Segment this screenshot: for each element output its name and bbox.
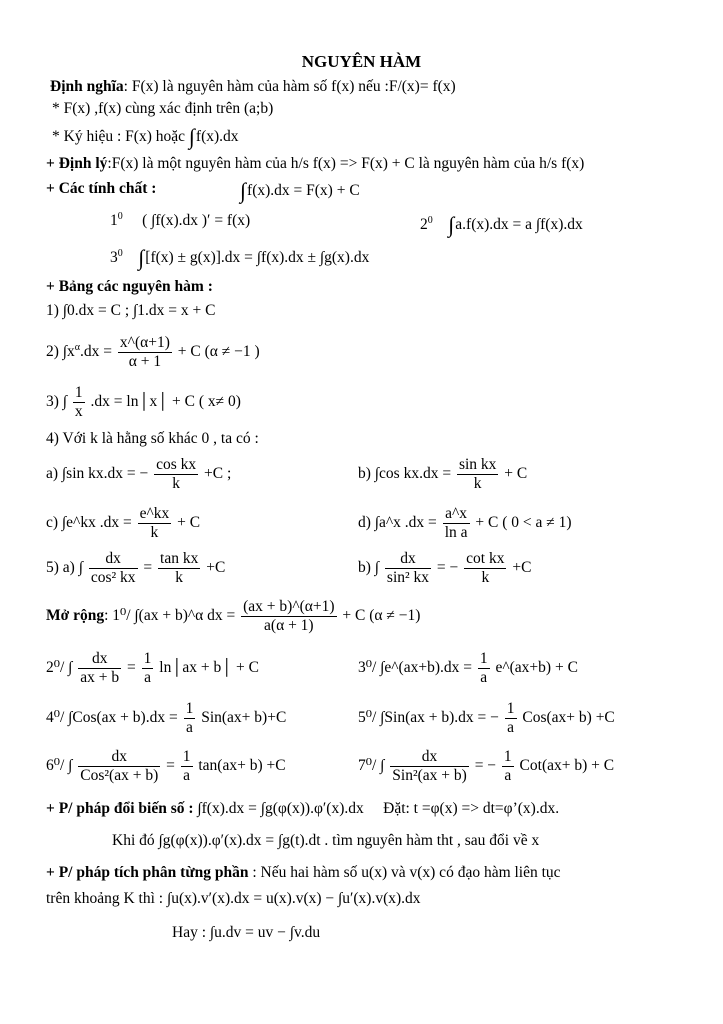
denominator: α + 1 xyxy=(128,353,162,370)
numerator: tan kx xyxy=(160,550,199,567)
formula-2-pre: 2) ∫x xyxy=(46,343,75,361)
formula-5a-fraction-1 xyxy=(89,550,138,587)
extension-7 xyxy=(358,748,614,785)
substitution-formula: ∫f(x).dx = ∫g(φ(x)).φ′(x).dx xyxy=(197,800,364,817)
table-label xyxy=(46,278,213,296)
formula-4a-post: +C ; xyxy=(204,465,232,483)
extension-1-post: + C (α ≠ −1) xyxy=(342,607,421,625)
extension-1-fraction xyxy=(241,598,336,635)
extension-5-fraction xyxy=(505,700,517,737)
extension-2-equals: = xyxy=(127,659,136,677)
property-3: $3^0$ ∫[f(x) ± g(x)].dx = ∫f(x).dx ± ∫g(x).dx xyxy=(110,245,370,270)
extension-3 xyxy=(358,650,578,687)
extension-2-pre: 2⁰/ ∫ xyxy=(46,659,73,677)
numerator: 1 xyxy=(479,650,488,667)
extension-label: Mở rộng xyxy=(46,607,105,625)
formula-5a-post: +C xyxy=(206,559,226,577)
formula-2 xyxy=(46,334,260,371)
property-2: $2^0$ ∫a.f(x).dx = a ∫f(x).dx xyxy=(420,212,583,237)
denominator: Sin²(ax + b) xyxy=(392,767,467,784)
extension-2-fraction-2 xyxy=(142,650,154,687)
extension-7-pre: 7⁰/ ∫ xyxy=(358,757,385,775)
extension-4-fraction xyxy=(184,700,196,737)
definition-line xyxy=(50,78,456,96)
extension-6-fraction-2 xyxy=(181,748,193,785)
integral-symbol: ∫ xyxy=(448,212,455,237)
properties-label-text: + Các tính chất : xyxy=(46,180,157,197)
parts-label: + P/ pháp tích phân từng phần xyxy=(46,864,249,881)
parts-line-2: trên khoảng K thì : ∫u(x).v′(x).dx = u(x).v(x) − ∫u′(x).v(x).dx xyxy=(46,890,421,907)
formula-3-post: .dx = ln│x│ + C ( x≠ 0) xyxy=(90,393,241,411)
extension-4-pre: 4⁰/ ∫Cos(ax + b).dx = xyxy=(46,709,178,727)
notation-formula: f(x).dx xyxy=(195,128,239,145)
definition-label: Định nghĩa xyxy=(50,78,124,95)
numerator: a^x xyxy=(443,505,470,524)
denominator: ln a xyxy=(444,524,468,541)
denominator: a(α + 1) xyxy=(264,617,314,634)
theorem-label: + Định lý xyxy=(46,155,108,172)
formula-5b-fraction-1 xyxy=(385,550,431,587)
extension-7-equals: = − xyxy=(474,757,497,775)
formula-4a xyxy=(46,456,231,493)
formula-5b-fraction-2 xyxy=(464,550,506,587)
formula-1: 1) ∫0.dx = C ; ∫1.dx = x + C xyxy=(46,302,216,319)
extension-2-post: ln│ax + b│ + C xyxy=(159,659,260,677)
extension-6-post: tan(ax+ b) +C xyxy=(198,757,286,775)
property-1-text: ( ∫f(x).dx )′ = f(x) xyxy=(142,212,251,229)
formula-4c-post: + C xyxy=(177,514,201,532)
denominator: a xyxy=(186,719,193,736)
numerator: dx xyxy=(78,748,160,767)
definition-note-1: * F(x) ,f(x) cùng xác định trên (a;b) xyxy=(52,100,274,117)
property-main-text: f(x).dx = F(x) + C xyxy=(247,182,360,199)
formula-4b xyxy=(358,456,527,493)
formula-5a-pre: 5) a) ∫ xyxy=(46,559,83,577)
extension-1-pre: : 1⁰/ ∫(ax + b)^α dx = xyxy=(104,607,236,625)
property-3-text: [f(x) ± g(x)].dx = ∫f(x).dx ± ∫g(x).dx xyxy=(145,249,370,266)
property-1: $1^0$ ( ∫f(x).dx )′ = f(x) xyxy=(110,210,251,229)
property-main xyxy=(240,178,360,204)
theorem-line xyxy=(46,155,584,173)
extension-6-fraction-1 xyxy=(78,748,160,785)
denominator: k xyxy=(172,475,180,492)
formula-5a xyxy=(46,550,225,587)
denominator: a xyxy=(183,767,191,784)
formula-4d-post: + C ( 0 < a ≠ 1) xyxy=(475,514,572,532)
extension-4-post: Sin(ax+ b)+C xyxy=(201,709,287,727)
formula-4a-pre: a) ∫sin kx.dx = − xyxy=(46,465,149,483)
formula-4c-fraction xyxy=(138,505,172,542)
numerator: 1 xyxy=(143,650,152,667)
numerator: cos kx xyxy=(156,456,197,473)
formula-5a-fraction-2 xyxy=(158,550,200,587)
substitution-label: + P/ pháp đổi biến số : xyxy=(46,800,194,817)
extension-3-fraction xyxy=(478,650,490,687)
denominator: sin² kx xyxy=(386,569,430,586)
extension-7-post: Cot(ax+ b) + C xyxy=(519,757,615,775)
integral-symbol: ∫ xyxy=(188,124,195,149)
numerator: dx xyxy=(89,550,138,569)
property-1-number: 1 xyxy=(110,212,118,229)
numerator: dx xyxy=(390,748,469,767)
extension-6-equals: = xyxy=(166,757,175,775)
property-3-number: 3 xyxy=(110,249,118,266)
substitution-line xyxy=(46,800,559,818)
property-2-text: a.f(x).dx = a ∫f(x).dx xyxy=(455,216,583,233)
denominator: k xyxy=(150,524,159,541)
properties-label xyxy=(46,180,156,198)
extension-5 xyxy=(358,700,615,737)
extension-5-pre: 5⁰/ ∫Sin(ax + b).dx = − xyxy=(358,709,499,727)
substitution-set: Đặt: t =φ(x) => dt=φ’(x).dx. xyxy=(383,800,560,817)
extension-3-post: e^(ax+b) + C xyxy=(495,659,578,677)
denominator: ax + b xyxy=(80,669,120,686)
denominator: a xyxy=(144,669,151,686)
definition-note-2 xyxy=(52,124,239,150)
formula-2-exponent: α xyxy=(74,341,81,353)
parts-text: : Nếu hai hàm số u(x) và v(x) có đạo hàm liên tục xyxy=(248,864,561,881)
denominator: Cos²(ax + b) xyxy=(80,767,159,784)
formula-4d xyxy=(358,505,572,542)
parts-line xyxy=(46,864,561,882)
extension-2-fraction-1 xyxy=(78,650,121,687)
parts-line-3: Hay : ∫u.dv = uv − ∫v.du xyxy=(172,924,321,941)
extension-6-pre: 6⁰/ ∫ xyxy=(46,757,73,775)
numerator: dx xyxy=(78,650,121,669)
formula-3-fraction xyxy=(73,384,85,421)
formula-4c-pre: c) ∫e^kx .dx = xyxy=(46,514,132,532)
formula-4b-post: + C xyxy=(504,465,528,483)
denominator: cos² kx xyxy=(90,569,136,586)
integral-symbol: ∫ xyxy=(138,245,145,270)
numerator: sin kx xyxy=(458,456,497,473)
formula-4-intro: 4) Với k là hằng số khác 0 , ta có : xyxy=(46,430,259,447)
substitution-line-2: Khi đó ∫g(φ(x)).φ′(x).dx = ∫g(t).dt . tìm nguyên hàm tht , sau đổi về x xyxy=(112,832,540,849)
formula-2-post: + C (α ≠ −1 ) xyxy=(177,343,260,361)
theorem-text: :F(x) là một nguyên hàm của h/s f(x) => F(x) + C là nguyên hàm của h/s f(x) xyxy=(107,155,585,172)
extension-7-fraction-1 xyxy=(390,748,469,785)
extension-3-pre: 3⁰/ ∫e^(ax+b).dx = xyxy=(358,659,472,677)
notation-label: * Ký hiệu : F(x) hoặc xyxy=(52,128,186,145)
denominator: a xyxy=(507,719,515,736)
denominator: k xyxy=(473,475,482,492)
numerator: 1 xyxy=(185,700,194,717)
formula-2-fraction xyxy=(118,334,172,371)
numerator: dx xyxy=(385,550,431,569)
numerator: e^kx xyxy=(139,505,170,522)
formula-4a-fraction xyxy=(154,456,198,493)
formula-4d-fraction xyxy=(443,505,470,542)
extension-1 xyxy=(46,598,420,635)
numerator: cot kx xyxy=(466,550,505,567)
formula-4b-pre: b) ∫cos kx.dx = xyxy=(358,465,452,483)
numerator: 1 xyxy=(506,700,515,717)
numerator: 1 xyxy=(182,748,191,765)
page-title: NGUYÊN HÀM xyxy=(301,52,422,71)
table-label-text: + Bảng các nguyên hàm : xyxy=(46,278,213,295)
extension-6 xyxy=(46,748,286,785)
denominator: k xyxy=(481,569,490,586)
denominator: k xyxy=(175,569,184,586)
definition-text: : F(x) là nguyên hàm của hàm số f(x) nếu :F/(x)= f(x) xyxy=(123,78,456,95)
formula-5b-pre: b) ∫ xyxy=(358,559,380,577)
integral-symbol: ∫ xyxy=(240,178,247,203)
extension-7-fraction-2 xyxy=(502,748,514,785)
formula-4c xyxy=(46,505,200,542)
numerator: 1 xyxy=(74,384,83,401)
denominator: a xyxy=(480,669,488,686)
formula-5b-post: +C xyxy=(512,559,532,577)
formula-4d-pre: d) ∫a^x .dx = xyxy=(358,514,437,532)
formula-5a-equals: = xyxy=(143,559,153,577)
formula-5b xyxy=(358,550,531,587)
formula-5b-equals: = − xyxy=(436,559,459,577)
numerator: (ax + b)^(α+1) xyxy=(243,598,335,615)
denominator: x xyxy=(74,403,83,420)
property-2-number: 2 xyxy=(420,216,428,233)
extension-4 xyxy=(46,700,286,737)
formula-4b-fraction xyxy=(457,456,498,493)
formula-3 xyxy=(46,384,241,421)
formula-3-pre: 3) ∫ xyxy=(46,393,68,411)
numerator: x^(α+1) xyxy=(119,334,170,351)
extension-5-post: Cos(ax+ b) +C xyxy=(522,709,615,727)
extension-2 xyxy=(46,650,259,687)
formula-2-dx: .dx = xyxy=(80,343,113,361)
denominator: a xyxy=(504,767,512,784)
numerator: 1 xyxy=(503,748,512,765)
